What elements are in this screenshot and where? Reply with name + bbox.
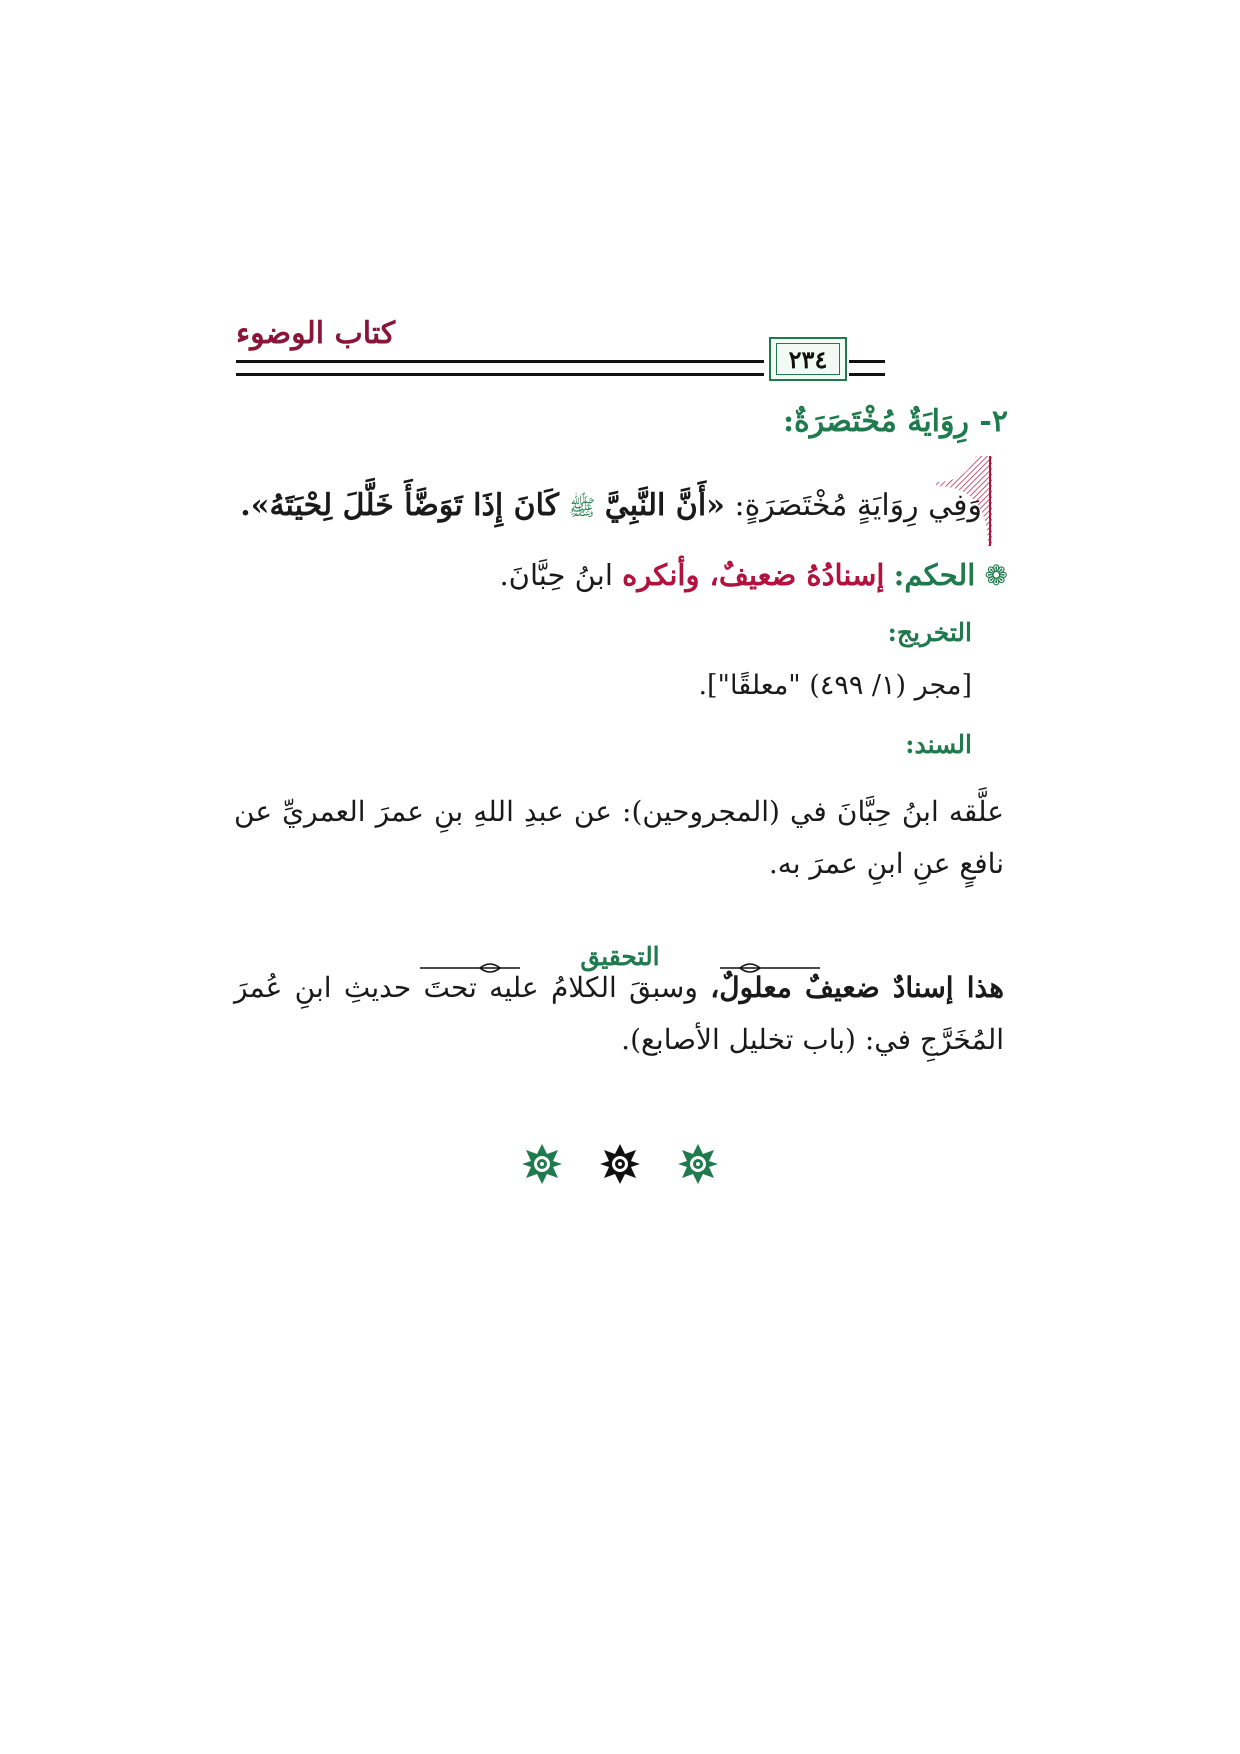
book-title: كتاب الوضوء <box>236 316 396 351</box>
sanad-label: السند: <box>905 730 972 759</box>
ornament-icon <box>676 1142 720 1186</box>
page-number-badge <box>769 337 847 381</box>
salawat-glyph: ﷺ <box>568 496 596 521</box>
hadith-intro: وَفِي رِوَايَةٍ مُخْتَصَرَةٍ: <box>734 488 982 523</box>
header-rule-short <box>849 360 885 376</box>
page-number: ٢٣٤ <box>776 343 840 375</box>
ornament-icon <box>598 1142 642 1186</box>
hukm-label: الحكم: <box>893 558 976 592</box>
tahqiq-title: التحقيق <box>520 942 720 971</box>
takhrij-line: [مجر (١/ ٤٩٩) "معلقًا"]. <box>698 670 972 701</box>
section-heading: ٢- رِوَايَةٌ مُخْتَصَرَةٌ: <box>782 404 1008 439</box>
ornament-icon <box>520 1142 564 1186</box>
flower-icon: ❁ <box>984 559 1008 592</box>
tahqiq-bold-lead: هذا إسنادٌ ضعيفٌ معلولٌ، <box>710 971 1004 1004</box>
hadith-quote-rest: كَانَ إِذَا تَوَضَّأَ خَلَّلَ لِحْيَتَهُ». <box>240 488 560 523</box>
hadith-quote-open: «أَنَّ النَّبِيَّ <box>604 488 725 523</box>
header-rule <box>236 360 764 376</box>
hukm-grade: إسنادُهُ ضعيفٌ، وأنكره <box>622 558 885 592</box>
closing-ornaments <box>520 1142 720 1186</box>
sanad-paragraph: علَّقه ابنُ حِبَّانَ في (المجروحين): عن عبدِ اللهِ بنِ عمرَ العمريِّ عن نافعٍ عنِ ابنِ عمرَ به. <box>234 795 1004 880</box>
tahqiq-text: وسبقَ الكلامُ عليه تحتَ حديثِ ابنِ عُمرَ المُخَرَّجِ في: (باب تخليل الأصابع). <box>234 971 1004 1056</box>
hadith-text <box>240 488 982 526</box>
tahqiq-paragraph <box>234 962 1004 1066</box>
takhrij-label: التخريج: <box>887 618 972 647</box>
hukm-line <box>499 558 1008 592</box>
hukm-source: ابنُ حِبَّانَ. <box>499 558 613 592</box>
